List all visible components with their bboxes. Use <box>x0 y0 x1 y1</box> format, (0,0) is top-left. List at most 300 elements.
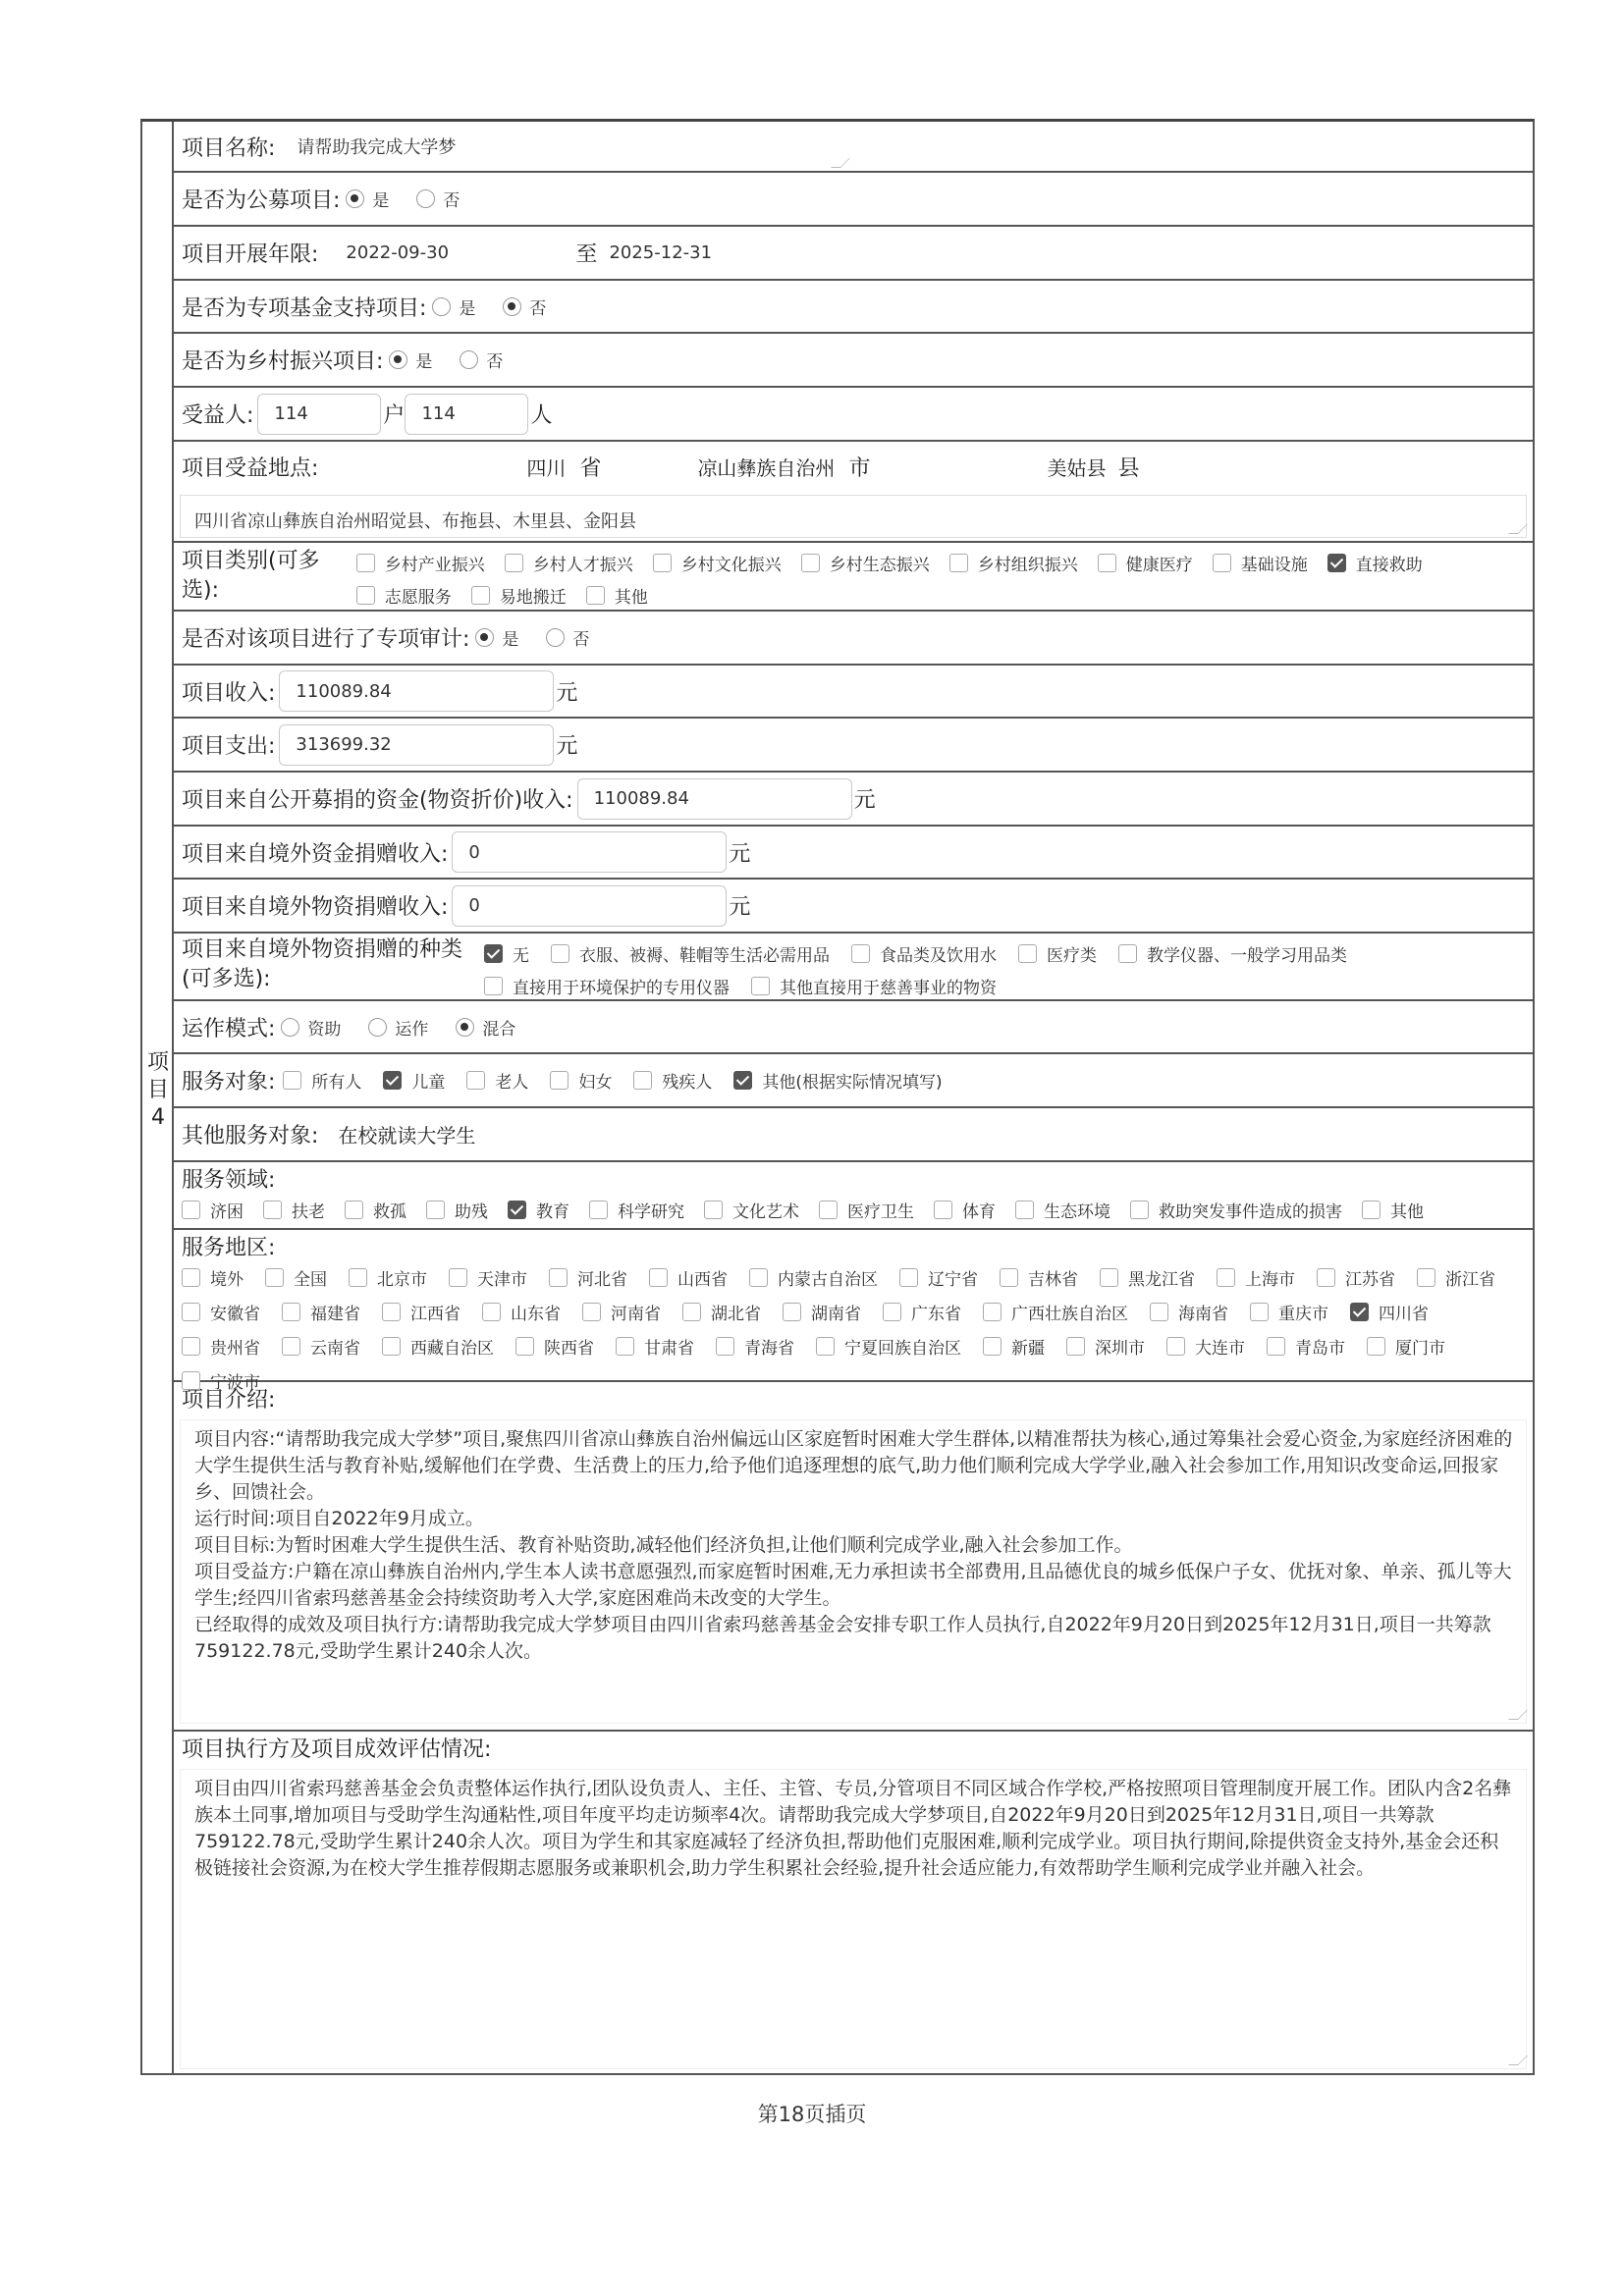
foreign-funds-input[interactable]: 0 <box>452 831 727 873</box>
targets-option[interactable] <box>633 1068 712 1093</box>
regions-option[interactable] <box>282 1300 360 1324</box>
mode-mixed-radio[interactable] <box>456 1018 474 1037</box>
checkbox-label: 志愿服务 <box>384 588 452 608</box>
checkbox-label: 河南省 <box>611 1305 661 1324</box>
checkbox-label: 残疾人 <box>662 1073 713 1093</box>
checkbox[interactable] <box>1267 1337 1285 1356</box>
checkbox[interactable] <box>182 1201 200 1219</box>
checkbox-label: 深圳市 <box>1095 1339 1145 1359</box>
checkbox-label: 山东省 <box>511 1305 561 1324</box>
mode-fund-radio[interactable] <box>281 1018 299 1037</box>
expense-unit: 元 <box>556 734 578 759</box>
resize-handle <box>1508 1710 1528 1720</box>
foreign-goods-label: 项目来自境外物资捐赠收入: <box>182 895 449 920</box>
checkbox-label: 其他直接用于慈善事业的物资 <box>780 979 997 998</box>
checkbox[interactable] <box>349 1268 367 1287</box>
regions-option[interactable] <box>816 1334 961 1359</box>
execution-label: 项目执行方及项目成效评估情况: <box>182 1737 492 1762</box>
income-label: 项目收入: <box>182 680 276 706</box>
checkbox[interactable] <box>466 1071 485 1090</box>
regions-option[interactable] <box>983 1334 1045 1359</box>
regions-option[interactable] <box>983 1300 1128 1324</box>
location-city-unit: 市 <box>848 455 871 481</box>
regions-option[interactable] <box>649 1265 728 1290</box>
execution-textarea[interactable] <box>180 1769 1527 2069</box>
regions-option[interactable] <box>1367 1334 1445 1359</box>
public-raise-no-radio[interactable] <box>416 189 435 208</box>
regions-option[interactable] <box>1350 1300 1429 1324</box>
public-income-input[interactable]: 110089.84 <box>577 778 852 820</box>
regions-option[interactable] <box>749 1265 878 1290</box>
checkbox-label: 北京市 <box>377 1270 427 1290</box>
goods-option[interactable] <box>484 941 529 966</box>
checkbox-label: 科学研究 <box>618 1202 684 1222</box>
expense-input[interactable]: 313699.32 <box>279 724 554 766</box>
audit-no-radio[interactable] <box>546 628 565 647</box>
checkbox[interactable] <box>1213 554 1231 572</box>
location-province-unit: 省 <box>579 455 602 481</box>
location-county[interactable]: 美姑县 <box>1047 455 1107 480</box>
checkbox-label: 大连市 <box>1195 1339 1245 1359</box>
regions-option[interactable] <box>1317 1265 1395 1290</box>
rural-no-radio[interactable] <box>460 350 478 369</box>
checkbox[interactable] <box>934 1201 952 1219</box>
fields-label: 服务领域: <box>182 1168 276 1193</box>
regions-option[interactable] <box>382 1334 494 1359</box>
category-option[interactable] <box>1098 551 1193 575</box>
checkbox[interactable] <box>550 1071 568 1090</box>
checkbox-label: 其他(根据实际情况填写) <box>762 1073 943 1093</box>
checkbox-label: 健康医疗 <box>1125 556 1193 575</box>
checkbox[interactable] <box>589 1201 608 1219</box>
checkbox-label: 广西壮族自治区 <box>1011 1305 1128 1324</box>
fields-option[interactable] <box>704 1198 799 1222</box>
checkbox[interactable] <box>1327 554 1346 572</box>
checkbox-label: 其他 <box>1390 1202 1424 1222</box>
checkbox[interactable] <box>1015 1201 1034 1219</box>
checkbox[interactable] <box>1362 1201 1380 1219</box>
category-option[interactable] <box>471 583 567 608</box>
checkbox-label: 直接用于环境保护的专用仪器 <box>513 979 730 998</box>
checkbox-label: 老人 <box>495 1073 529 1093</box>
special-fund-no-radio[interactable] <box>503 297 521 316</box>
checkbox[interactable] <box>265 1268 284 1287</box>
regions-option[interactable] <box>783 1300 861 1324</box>
income-unit: 元 <box>556 680 578 706</box>
intro-textarea[interactable] <box>180 1419 1527 1724</box>
checkbox[interactable] <box>801 554 820 572</box>
checkbox-label: 西藏自治区 <box>410 1339 494 1359</box>
checkbox[interactable] <box>356 554 375 572</box>
checkbox-label: 乡村组织振兴 <box>977 556 1078 575</box>
targets-label: 服务对象: <box>182 1070 276 1095</box>
checkbox-label: 贵州省 <box>210 1339 260 1359</box>
category-options <box>356 543 1533 608</box>
checkbox[interactable] <box>484 944 503 963</box>
regions-option[interactable] <box>515 1334 594 1359</box>
checkbox[interactable] <box>704 1201 723 1219</box>
public-raise-yes-radio[interactable] <box>346 189 364 208</box>
row-public-income <box>174 773 1533 827</box>
regions-option[interactable] <box>349 1265 427 1290</box>
regions-option[interactable] <box>682 1300 761 1324</box>
checkbox[interactable] <box>1130 1201 1149 1219</box>
goods-types-label-line2: (可多选): <box>182 967 271 991</box>
checkbox[interactable] <box>899 1268 918 1287</box>
row-other-targets <box>174 1108 1533 1162</box>
regions-option[interactable] <box>449 1265 527 1290</box>
checkbox-label: 乡村产业振兴 <box>384 556 485 575</box>
checkbox-label: 乡村人才振兴 <box>532 556 633 575</box>
special-fund-yes-text: 是 <box>459 298 476 319</box>
people-unit: 人 <box>530 403 553 428</box>
foreign-funds-label: 项目来自境外资金捐赠收入: <box>182 841 449 867</box>
checkbox[interactable] <box>633 1071 652 1090</box>
checkbox-label: 江西省 <box>410 1305 460 1324</box>
checkbox[interactable] <box>1166 1337 1185 1356</box>
income-input[interactable]: 110089.84 <box>279 670 554 712</box>
regions-option[interactable] <box>1000 1265 1078 1290</box>
location-detail-textarea[interactable] <box>180 495 1527 538</box>
resize-handle <box>1508 2056 1528 2065</box>
expense-label: 项目支出: <box>182 734 276 759</box>
checkbox-label: 青海省 <box>744 1339 794 1359</box>
checkbox[interactable] <box>508 1201 526 1219</box>
row-category <box>174 543 1533 612</box>
checkbox-label: 生态环境 <box>1044 1202 1110 1222</box>
rural-no-text: 否 <box>486 352 504 372</box>
intro-label: 项目介绍: <box>182 1388 276 1413</box>
row-project-name <box>174 122 1533 173</box>
checkbox[interactable] <box>1000 1268 1018 1287</box>
regions-option[interactable] <box>1250 1300 1328 1324</box>
checkbox[interactable] <box>983 1303 1001 1321</box>
checkbox[interactable] <box>1066 1337 1085 1356</box>
checkbox[interactable] <box>449 1268 467 1287</box>
checkbox[interactable] <box>733 1071 752 1090</box>
goods-option[interactable] <box>751 974 997 998</box>
checkbox-label: 宁夏回族自治区 <box>844 1339 961 1359</box>
checkbox-label: 儿童 <box>411 1073 446 1093</box>
checkbox[interactable] <box>751 977 770 995</box>
checkbox[interactable] <box>949 554 968 572</box>
checkbox[interactable] <box>819 1201 838 1219</box>
side-column <box>142 122 174 2073</box>
checkbox[interactable] <box>1250 1303 1269 1321</box>
goods-option[interactable] <box>851 941 997 966</box>
category-option[interactable] <box>949 551 1078 575</box>
row-intro <box>174 1382 1533 1732</box>
checkbox-label: 救助突发事件造成的损害 <box>1159 1202 1342 1222</box>
checkbox-label: 吉林省 <box>1028 1270 1078 1290</box>
row-fields <box>174 1162 1533 1230</box>
regions-option[interactable] <box>1066 1334 1145 1359</box>
targets-option[interactable] <box>733 1068 942 1093</box>
location-province[interactable]: 四川 <box>526 455 567 480</box>
goods-option[interactable] <box>551 941 830 966</box>
mode-fund-text: 资助 <box>307 1019 342 1040</box>
row-period <box>174 227 1533 281</box>
row-special-fund <box>174 281 1533 334</box>
people-input[interactable]: 114 <box>405 394 528 435</box>
checkbox[interactable] <box>1417 1268 1435 1287</box>
checkbox[interactable] <box>1100 1268 1118 1287</box>
regions-option[interactable] <box>549 1265 627 1290</box>
audit-no-text: 否 <box>572 630 590 650</box>
fields-option[interactable] <box>819 1198 914 1222</box>
public-raise-label: 是否为公募项目: <box>182 188 341 213</box>
row-regions <box>174 1230 1533 1393</box>
checkbox[interactable] <box>182 1268 200 1287</box>
households-input[interactable]: 114 <box>257 394 381 435</box>
goods-types-options <box>484 934 1407 998</box>
category-option[interactable] <box>356 551 485 575</box>
checkbox[interactable] <box>551 944 569 963</box>
goods-option[interactable] <box>484 974 730 998</box>
checkbox[interactable] <box>1118 944 1137 963</box>
category-option[interactable] <box>586 583 648 608</box>
regions-option[interactable] <box>1417 1265 1495 1290</box>
checkbox[interactable] <box>582 1303 601 1321</box>
checkbox[interactable] <box>1150 1303 1168 1321</box>
checkbox-label: 海南省 <box>1178 1305 1228 1324</box>
checkbox[interactable] <box>263 1201 282 1219</box>
project-name-value[interactable]: 请帮助我完成大学梦 <box>297 137 457 158</box>
location-county-unit: 县 <box>1117 455 1140 481</box>
category-option[interactable] <box>505 551 633 575</box>
row-mode <box>174 1001 1533 1054</box>
regions-option[interactable] <box>1150 1300 1228 1324</box>
fields-options <box>182 1198 1533 1222</box>
checkbox[interactable] <box>382 1303 401 1321</box>
checkbox[interactable] <box>1217 1268 1235 1287</box>
checkbox[interactable] <box>426 1201 445 1219</box>
form-frame <box>140 119 1535 2075</box>
checkbox-label: 云南省 <box>310 1339 360 1359</box>
checkbox[interactable] <box>716 1337 734 1356</box>
category-option[interactable] <box>801 551 930 575</box>
goods-option[interactable] <box>1118 941 1347 966</box>
checkbox[interactable] <box>356 586 375 605</box>
checkbox-label: 济困 <box>210 1202 244 1222</box>
checkbox[interactable] <box>649 1268 668 1287</box>
period-label: 项目开展年限: <box>182 242 319 267</box>
regions-option[interactable] <box>1217 1265 1295 1290</box>
checkbox[interactable] <box>515 1337 534 1356</box>
checkbox[interactable] <box>816 1337 835 1356</box>
checkbox-label: 天津市 <box>477 1270 527 1290</box>
checkbox-label: 易地搬迁 <box>499 588 567 608</box>
checkbox[interactable] <box>783 1303 801 1321</box>
checkbox-label: 辽宁省 <box>928 1270 978 1290</box>
special-fund-yes-radio[interactable] <box>432 297 451 316</box>
checkbox-label: 厦门市 <box>1395 1339 1445 1359</box>
targets-option[interactable] <box>550 1068 612 1093</box>
checkbox-label: 江苏省 <box>1345 1270 1395 1290</box>
checkbox[interactable] <box>382 1337 401 1356</box>
checkbox-label: 教育 <box>536 1202 569 1222</box>
fields-option[interactable] <box>508 1198 569 1222</box>
row-income <box>174 666 1533 719</box>
fields-option[interactable] <box>1362 1198 1424 1222</box>
row-foreign-goods <box>174 880 1533 934</box>
regions-option[interactable] <box>382 1300 460 1324</box>
checkbox-label: 所有人 <box>311 1073 362 1093</box>
regions-option[interactable] <box>182 1300 260 1324</box>
foreign-goods-unit: 元 <box>729 895 751 920</box>
checkbox-label: 救孤 <box>373 1202 406 1222</box>
regions-option[interactable] <box>282 1334 360 1359</box>
other-targets-label: 其他服务对象: <box>182 1124 319 1148</box>
row-targets <box>174 1054 1533 1108</box>
location-label: 项目受益地点: <box>182 455 319 481</box>
checkbox-label: 安徽省 <box>210 1305 260 1324</box>
checkbox-label: 扶老 <box>292 1202 325 1222</box>
intro-paragraph: 运行时间:项目自2022年9月成立。 <box>194 1508 484 1529</box>
fields-option[interactable] <box>182 1198 244 1222</box>
row-foreign-funds <box>174 827 1533 880</box>
checkbox[interactable] <box>282 1337 300 1356</box>
regions-option[interactable] <box>716 1334 794 1359</box>
regions-option[interactable] <box>1100 1265 1195 1290</box>
checkbox-label: 湖北省 <box>711 1305 761 1324</box>
fields-option[interactable] <box>345 1198 406 1222</box>
checkbox[interactable] <box>883 1303 901 1321</box>
mode-operate-text: 运作 <box>395 1019 429 1040</box>
fields-option[interactable] <box>426 1198 488 1222</box>
regions-option[interactable] <box>582 1300 661 1324</box>
foreign-funds-unit: 元 <box>729 841 751 867</box>
checkbox[interactable] <box>345 1201 363 1219</box>
checkbox[interactable] <box>1018 944 1037 963</box>
checkbox[interactable] <box>1367 1337 1385 1356</box>
audit-yes-radio[interactable] <box>475 628 494 647</box>
fields-option[interactable] <box>1015 1198 1110 1222</box>
foreign-goods-input[interactable]: 0 <box>452 885 727 927</box>
regions-option[interactable] <box>482 1300 561 1324</box>
regions-option[interactable] <box>1267 1334 1345 1359</box>
beneficiaries-label: 受益人: <box>182 403 254 428</box>
period-start[interactable]: 2022-09-30 <box>346 242 450 263</box>
checkbox[interactable] <box>1098 554 1116 572</box>
checkbox[interactable] <box>383 1071 402 1090</box>
side-label: 项目4 <box>146 1050 169 1130</box>
checkbox[interactable] <box>653 554 672 572</box>
location-detail: 四川省凉山彝族自治州昭觉县、布拖县、木里县、金阳县 <box>194 511 636 532</box>
goods-option[interactable] <box>1018 941 1097 966</box>
regions-option[interactable] <box>883 1300 961 1324</box>
checkbox[interactable] <box>182 1337 200 1356</box>
checkbox[interactable] <box>1317 1268 1335 1287</box>
checkbox[interactable] <box>182 1303 200 1321</box>
checkbox-label: 医疗类 <box>1047 946 1097 966</box>
intro-paragraph: 项目受益方:户籍在凉山彝族自治州内,学生本人读书意愿强烈,而家庭暂时困难,无力承担读书全部费用,且品德优良的城乡低保户子女、优抚对象、单亲、孤儿等大学生;经四川省索玛慈善基金会持续资助考入大学,家庭困难尚未改变的大学生。 <box>194 1561 1512 1609</box>
checkbox-label: 体育 <box>962 1202 996 1222</box>
goods-types-label-line1: 项目来自境外物资捐赠的种类 <box>182 937 463 962</box>
checkbox[interactable] <box>616 1337 634 1356</box>
checkbox-label: 湖南省 <box>811 1305 861 1324</box>
checkbox[interactable] <box>749 1268 768 1287</box>
checkbox[interactable] <box>682 1303 701 1321</box>
row-audit <box>174 612 1533 666</box>
public-raise-yes-text: 是 <box>372 191 390 211</box>
checkbox[interactable] <box>482 1303 501 1321</box>
regions-option[interactable] <box>265 1265 327 1290</box>
regions-option[interactable] <box>1166 1334 1245 1359</box>
targets-option[interactable] <box>383 1068 445 1093</box>
row-location <box>174 442 1533 543</box>
checkbox-label: 教学仪器、一般学习用品类 <box>1147 946 1347 966</box>
other-targets-value[interactable]: 在校就读大学生 <box>338 1124 476 1148</box>
goods-types-label <box>182 934 484 994</box>
regions-option[interactable] <box>182 1265 244 1290</box>
checkbox-label: 山西省 <box>677 1270 728 1290</box>
fields-option[interactable] <box>1130 1198 1342 1222</box>
category-option[interactable] <box>1213 551 1308 575</box>
checkbox-label: 甘肃省 <box>644 1339 694 1359</box>
category-option[interactable] <box>356 583 452 608</box>
location-city[interactable]: 凉山彝族自治州 <box>697 455 836 480</box>
checkbox[interactable] <box>484 977 503 995</box>
row-execution <box>174 1732 1533 2075</box>
checkbox[interactable] <box>983 1337 1001 1356</box>
fields-option[interactable] <box>589 1198 684 1222</box>
checkbox-label: 乡村生态振兴 <box>829 556 930 575</box>
checkbox[interactable] <box>586 586 605 605</box>
fields-option[interactable] <box>263 1198 325 1222</box>
intro-paragraph: 项目目标:为暂时困难大学生提供生活、教育补贴资助,减轻他们经济负担,让他们顺利完成学业,融入社会参加工作。 <box>194 1534 1133 1556</box>
intro-paragraph: 已经取得的成效及项目执行方:请帮助我完成大学梦项目由四川省索玛慈善基金会安排专职工作人员执行,自2022年9月20日到2025年12月31日,项目一共筹款759122.78元,受助学生累计240余人次。 <box>194 1614 1491 1662</box>
period-end[interactable]: 2025-12-31 <box>609 242 713 263</box>
project-name-label: 项目名称: <box>182 135 276 161</box>
regions-option[interactable] <box>616 1334 694 1359</box>
resize-handle <box>1508 524 1528 534</box>
mode-operate-radio[interactable] <box>368 1018 387 1037</box>
checkbox[interactable] <box>505 554 523 572</box>
location-line <box>182 442 1533 491</box>
row-public-raise <box>174 173 1533 227</box>
resize-handle <box>831 158 850 168</box>
checkbox-label: 无 <box>513 946 529 966</box>
category-option[interactable] <box>1327 551 1423 575</box>
rural-label: 是否为乡村振兴项目: <box>182 349 384 374</box>
checkbox[interactable] <box>549 1268 568 1287</box>
regions-option[interactable] <box>182 1334 260 1359</box>
checkbox-label: 福建省 <box>310 1305 360 1324</box>
checkbox-label: 助残 <box>455 1202 488 1222</box>
checkbox-label: 浙江省 <box>1445 1270 1495 1290</box>
rural-yes-radio[interactable] <box>389 350 407 369</box>
checkbox[interactable] <box>1350 1303 1369 1321</box>
form-main <box>174 122 1533 2073</box>
checkbox[interactable] <box>282 1303 300 1321</box>
targets-option[interactable] <box>283 1068 361 1093</box>
checkbox[interactable] <box>851 944 870 963</box>
checkbox[interactable] <box>283 1071 301 1090</box>
checkbox-label: 青岛市 <box>1295 1339 1345 1359</box>
category-option[interactable] <box>653 551 782 575</box>
category-label <box>182 543 356 606</box>
checkbox-label: 上海市 <box>1245 1270 1295 1290</box>
mode-label: 运作模式: <box>182 1016 276 1041</box>
regions-option[interactable] <box>899 1265 978 1290</box>
targets-option[interactable] <box>466 1068 528 1093</box>
checkbox-label: 河北省 <box>577 1270 627 1290</box>
checkbox[interactable] <box>471 586 490 605</box>
fields-option[interactable] <box>934 1198 996 1222</box>
mode-mixed-text: 混合 <box>482 1019 516 1040</box>
regions-label: 服务地区: <box>182 1236 276 1260</box>
